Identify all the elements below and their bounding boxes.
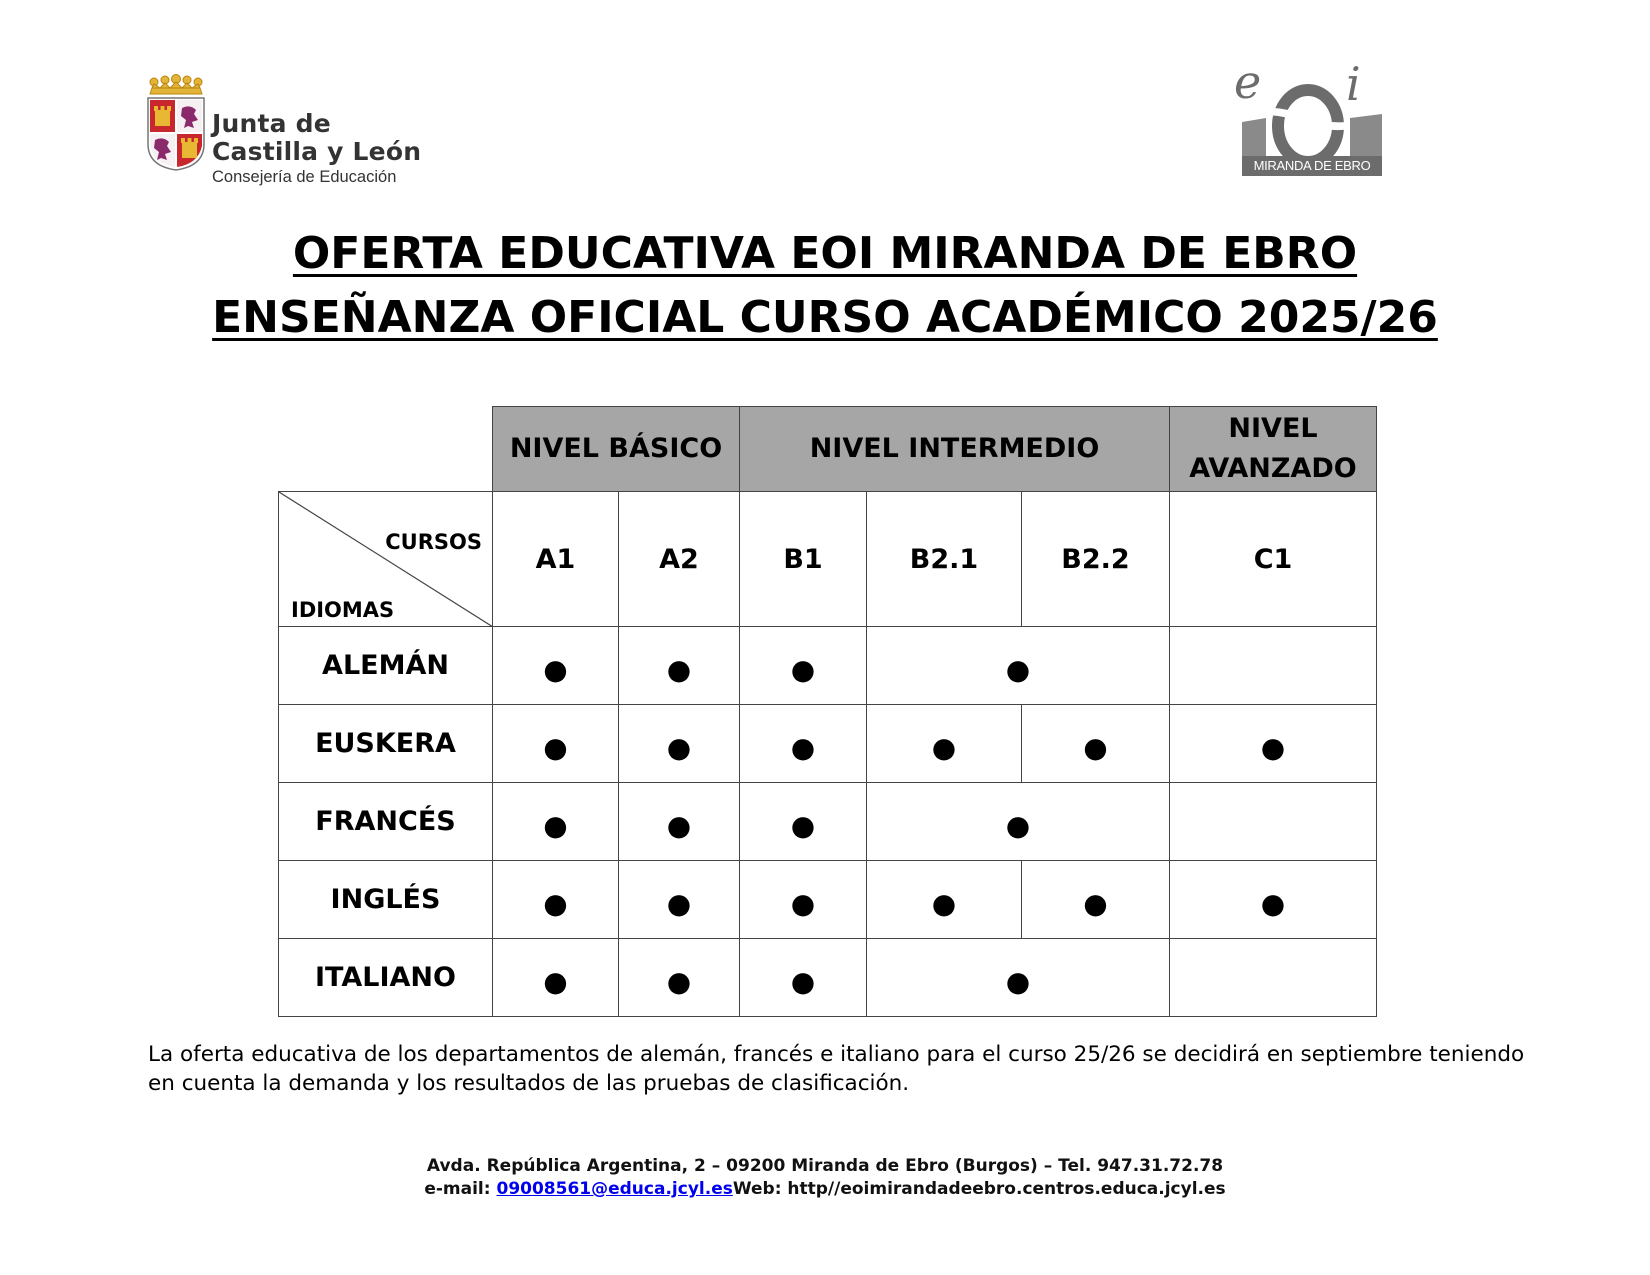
level-header-row xyxy=(279,407,1377,492)
offer-mark: ● xyxy=(867,861,1022,939)
offer-mark: ● xyxy=(1170,861,1377,939)
title-line1-text: OFERTA EDUCATIVA EOI MIRANDA DE EBRO xyxy=(292,228,1358,279)
course-header-b2-1: B2.1 xyxy=(867,492,1022,627)
eoi-logo-subtitle: MIRANDA DE EBRO xyxy=(1242,156,1382,176)
table-corner-cell xyxy=(279,492,493,627)
language-cell: ITALIANO xyxy=(279,939,493,1017)
offer-mark: ● xyxy=(493,939,619,1017)
language-cell: ALEMÁN xyxy=(279,627,493,705)
offer-mark: ● xyxy=(493,705,619,783)
offer-mark: ● xyxy=(1022,861,1170,939)
offer-mark: ● xyxy=(1022,705,1170,783)
footer-email-link[interactable]: 09008561@educa.jcyl.es xyxy=(496,1179,733,1199)
offer-mark: ● xyxy=(867,705,1022,783)
offer-mark: ● xyxy=(740,861,867,939)
offer-mark: ● xyxy=(493,861,619,939)
empty-corner-top xyxy=(279,407,493,492)
eoi-logo xyxy=(1228,56,1388,184)
table-row xyxy=(279,627,1377,705)
course-header-a2: A2 xyxy=(619,492,740,627)
offer-mark: ● xyxy=(493,627,619,705)
offer-mark: ● xyxy=(493,783,619,861)
corner-idiomas-label: IDIOMAS xyxy=(291,598,395,622)
empty-cell xyxy=(1170,783,1377,861)
jcyl-logo-subtitle: Consejería de Educación xyxy=(212,168,397,186)
offer-mark: ● xyxy=(740,705,867,783)
language-cell: INGLÉS xyxy=(279,861,493,939)
offer-mark: ● xyxy=(619,939,740,1017)
level-advanced-header: NIVEL AVANZADO xyxy=(1170,407,1377,492)
table-row xyxy=(279,705,1377,783)
title-line2-text: ENSEÑANZA OFICIAL CURSO ACADÉMICO 2025/26 xyxy=(212,292,1438,343)
footer-address: Avda. República Argentina, 2 – 09200 Miranda de Ebro (Burgos) – Tel. 947.31.72.78 xyxy=(426,1156,1224,1176)
empty-cell xyxy=(1170,627,1377,705)
page-title-line1 xyxy=(0,228,1650,279)
language-cell: EUSKERA xyxy=(279,705,493,783)
offer-mark: ● xyxy=(619,861,740,939)
offer-mark: ● xyxy=(740,783,867,861)
course-header-a1: A1 xyxy=(493,492,619,627)
language-cell: FRANCÉS xyxy=(279,783,493,861)
table-row xyxy=(279,783,1377,861)
jcyl-logo xyxy=(146,74,436,194)
empty-cell xyxy=(1170,939,1377,1017)
corner-cursos-label: CURSOS xyxy=(385,530,482,554)
course-header-b2-2: B2.2 xyxy=(1022,492,1170,627)
offer-mark: ● xyxy=(867,783,1170,861)
offer-mark: ● xyxy=(619,705,740,783)
course-header-c1: C1 xyxy=(1170,492,1377,627)
offer-mark: ● xyxy=(740,939,867,1017)
offer-mark: ● xyxy=(867,627,1170,705)
course-offer-table xyxy=(278,406,1377,1017)
coat-of-arms-icon xyxy=(146,74,206,174)
course-header-b1: B1 xyxy=(740,492,867,627)
level-basic-header: NIVEL BÁSICO xyxy=(493,407,740,492)
offer-mark: ● xyxy=(867,939,1170,1017)
jcyl-logo-line2: Castilla y León xyxy=(212,137,422,166)
offer-mark: ● xyxy=(619,783,740,861)
offer-mark: ● xyxy=(619,627,740,705)
table-row xyxy=(279,861,1377,939)
page-title-line2 xyxy=(0,292,1650,343)
footer-contact xyxy=(0,1178,1650,1201)
footer-email-label: e-mail: xyxy=(424,1179,497,1199)
svg-text:e: e xyxy=(1234,56,1262,109)
table-row xyxy=(279,939,1377,1017)
offer-mark: ● xyxy=(740,627,867,705)
footer xyxy=(0,1155,1650,1201)
jcyl-logo-line1: Junta de xyxy=(212,109,331,138)
course-header-row xyxy=(279,492,1377,627)
footer-web: Web: http//eoimirandadeebro.centros.educa.jcyl.es xyxy=(732,1179,1226,1199)
svg-text:i: i xyxy=(1346,57,1361,111)
offer-mark: ● xyxy=(1170,705,1377,783)
level-intermediate-header: NIVEL INTERMEDIO xyxy=(740,407,1170,492)
offer-note: La oferta educativa de los departamentos de alemán, francés e italiano para el curso 25/26 se decidirá en septiembre teniendo en cuenta la demanda y los resultados de las pruebas de clasificación. xyxy=(148,1042,1525,1096)
